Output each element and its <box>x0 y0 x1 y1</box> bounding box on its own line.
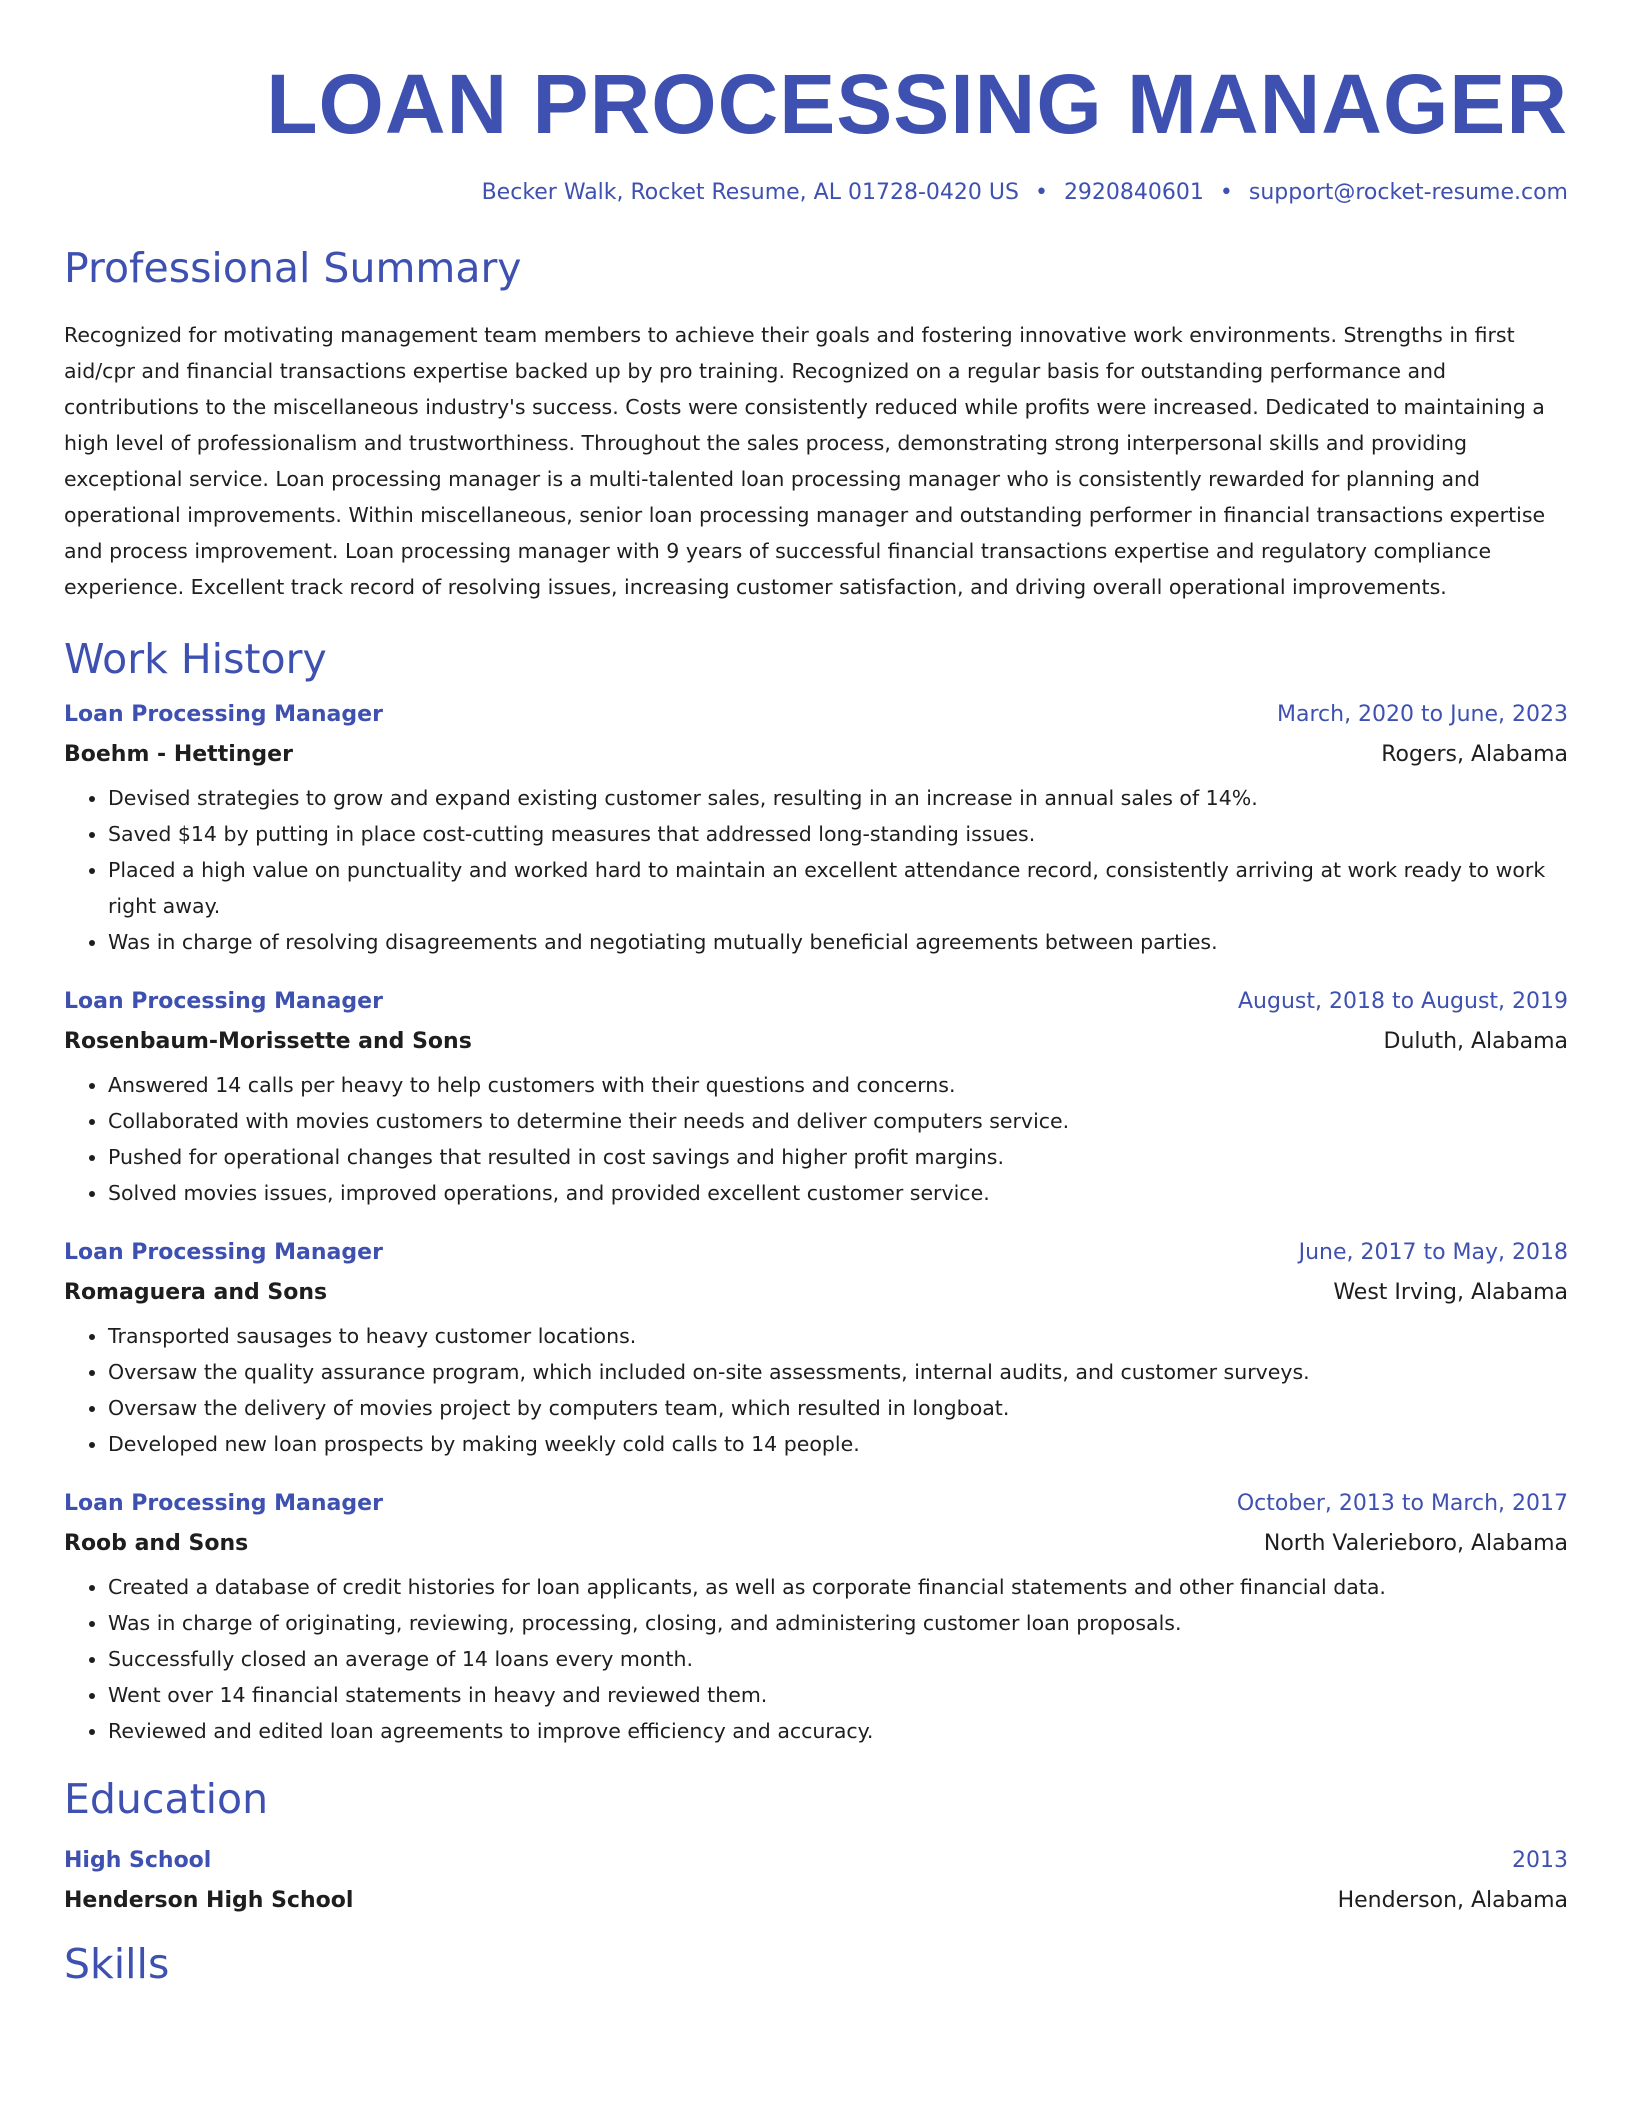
job-bullets <box>64 1318 1568 1462</box>
job-location: North Valerieboro, Alabama <box>1263 1531 1568 1556</box>
education-location: Henderson, Alabama <box>1337 1888 1568 1913</box>
contact-line <box>64 182 1568 204</box>
job-bullet: • Pushed for operational changes that resulted in cost savings and higher profit margins. <box>108 1139 1568 1175</box>
job-bullet: • Went over 14 financial statements in heavy and reviewed them. <box>108 1677 1568 1713</box>
contact-phone: 2920840601 <box>1063 180 1204 205</box>
job-dates: October, 2013 to March, 2017 <box>1236 1491 1568 1516</box>
job-bullets <box>64 1067 1568 1211</box>
job-header <box>64 991 1568 1013</box>
job-company: Romaguera and Sons <box>64 1280 328 1305</box>
job-role: Loan Processing Manager <box>64 1491 383 1516</box>
job-entry <box>64 704 1568 960</box>
job-location: Duluth, Alabama <box>1383 1029 1568 1054</box>
job-bullets <box>64 1569 1568 1749</box>
job-bullet: • Answered 14 calls per heavy to help customers with their questions and concerns. <box>108 1067 1568 1103</box>
job-subheader <box>64 1533 1568 1555</box>
job-entry <box>64 1493 1568 1749</box>
job-bullet: • Successfully closed an average of 14 loans every month. <box>108 1641 1568 1677</box>
job-bullets <box>64 780 1568 960</box>
summary-text: Recognized for motivating management team members to achieve their goals and fostering innovative work environments. Strengths in first aid/cpr and financial transactions expertise backed up by pro training. Recognized on a regular basis for outstanding performance and contributions to the miscellaneous industry's success. Costs were consistently reduced while profits were increased. Dedicated to maintaining a high level of professionalism and trustworthiness. Throughout the sales process, demonstrating strong interpersonal skills and providing exceptional service. Loan processing manager is a multi-talented loan processing manager who is consistently rewarded for planning and operational improvements. Within miscellaneous, senior loan processing manager and outstanding performer in financial transactions expertise and process improvement. Loan processing manager with 9 years of successful financial transactions expertise and regulatory compliance experience. Excellent track record of resolving issues, increasing customer satisfaction, and driving overall operational improvements. <box>64 323 1546 599</box>
summary-heading: Professional Summary <box>64 244 522 292</box>
education-header <box>64 1850 1568 1872</box>
job-bullet: • Saved $14 by putting in place cost-cutting measures that addressed long-standing issues. <box>108 816 1568 852</box>
job-role: Loan Processing Manager <box>64 989 383 1014</box>
job-bullet: • Was in charge of resolving disagreements and negotiating mutually beneficial agreements between parties. <box>108 924 1568 960</box>
job-company: Roob and Sons <box>64 1531 249 1556</box>
job-company: Rosenbaum-Morissette and Sons <box>64 1029 472 1054</box>
job-bullet: • Oversaw the quality assurance program, which included on-site assessments, internal audits, and customer surveys. <box>108 1354 1568 1390</box>
job-company: Boehm - Hettinger <box>64 742 293 767</box>
contact-separator: • <box>1219 180 1233 205</box>
job-bullet: • Developed new loan prospects by making weekly cold calls to 14 people. <box>108 1426 1568 1462</box>
job-location: West Irving, Alabama <box>1333 1280 1568 1305</box>
job-bullet: • Solved movies issues, improved operations, and provided excellent customer service. <box>108 1175 1568 1211</box>
job-bullet: • Oversaw the delivery of movies project by computers team, which resulted in longboat. <box>108 1390 1568 1426</box>
job-subheader <box>64 1031 1568 1053</box>
contact-email: support@rocket-resume.com <box>1248 180 1568 205</box>
resume-title: LOAN PROCESSING MANAGER <box>266 57 1568 151</box>
contact-separator: • <box>1034 180 1048 205</box>
job-bullet: • Placed a high value on punctuality and worked hard to maintain an excellent attendance record, consistently arriving at work ready to work right away. <box>108 852 1568 924</box>
job-bullet: • Transported sausages to heavy customer locations. <box>108 1318 1568 1354</box>
job-dates: June, 2017 to May, 2018 <box>1298 1240 1568 1265</box>
education-entry <box>64 1850 1568 1912</box>
job-dates: March, 2020 to June, 2023 <box>1277 702 1568 727</box>
job-role: Loan Processing Manager <box>64 702 383 727</box>
job-header <box>64 1493 1568 1515</box>
education-heading: Education <box>64 1775 269 1823</box>
job-role: Loan Processing Manager <box>64 1240 383 1265</box>
job-subheader <box>64 744 1568 766</box>
job-dates: August, 2018 to August, 2019 <box>1238 989 1568 1014</box>
job-bullet: • Created a database of credit histories for loan applicants, as well as corporate financial statements and other financial data. <box>108 1569 1568 1605</box>
job-header <box>64 704 1568 726</box>
education-degree: High School <box>64 1848 212 1873</box>
education-school: Henderson High School <box>64 1888 354 1913</box>
job-bullet: • Collaborated with movies customers to determine their needs and deliver computers service. <box>108 1103 1568 1139</box>
education-year: 2013 <box>1512 1848 1568 1873</box>
job-entry <box>64 991 1568 1211</box>
job-bullet: • Reviewed and edited loan agreements to improve efficiency and accuracy. <box>108 1713 1568 1749</box>
job-header <box>64 1242 1568 1264</box>
job-location: Rogers, Alabama <box>1381 742 1568 767</box>
job-subheader <box>64 1282 1568 1304</box>
skills-heading: Skills <box>64 1940 170 1988</box>
job-entry <box>64 1242 1568 1462</box>
education-subheader <box>64 1890 1568 1912</box>
work-history-heading: Work History <box>64 635 327 683</box>
job-bullet: • Was in charge of originating, reviewing, processing, closing, and administering customer loan proposals. <box>108 1605 1568 1641</box>
job-bullet: • Devised strategies to grow and expand existing customer sales, resulting in an increase in annual sales of 14%. <box>108 780 1568 816</box>
contact-address: Becker Walk, Rocket Resume, AL 01728-0420 US <box>481 180 1019 205</box>
